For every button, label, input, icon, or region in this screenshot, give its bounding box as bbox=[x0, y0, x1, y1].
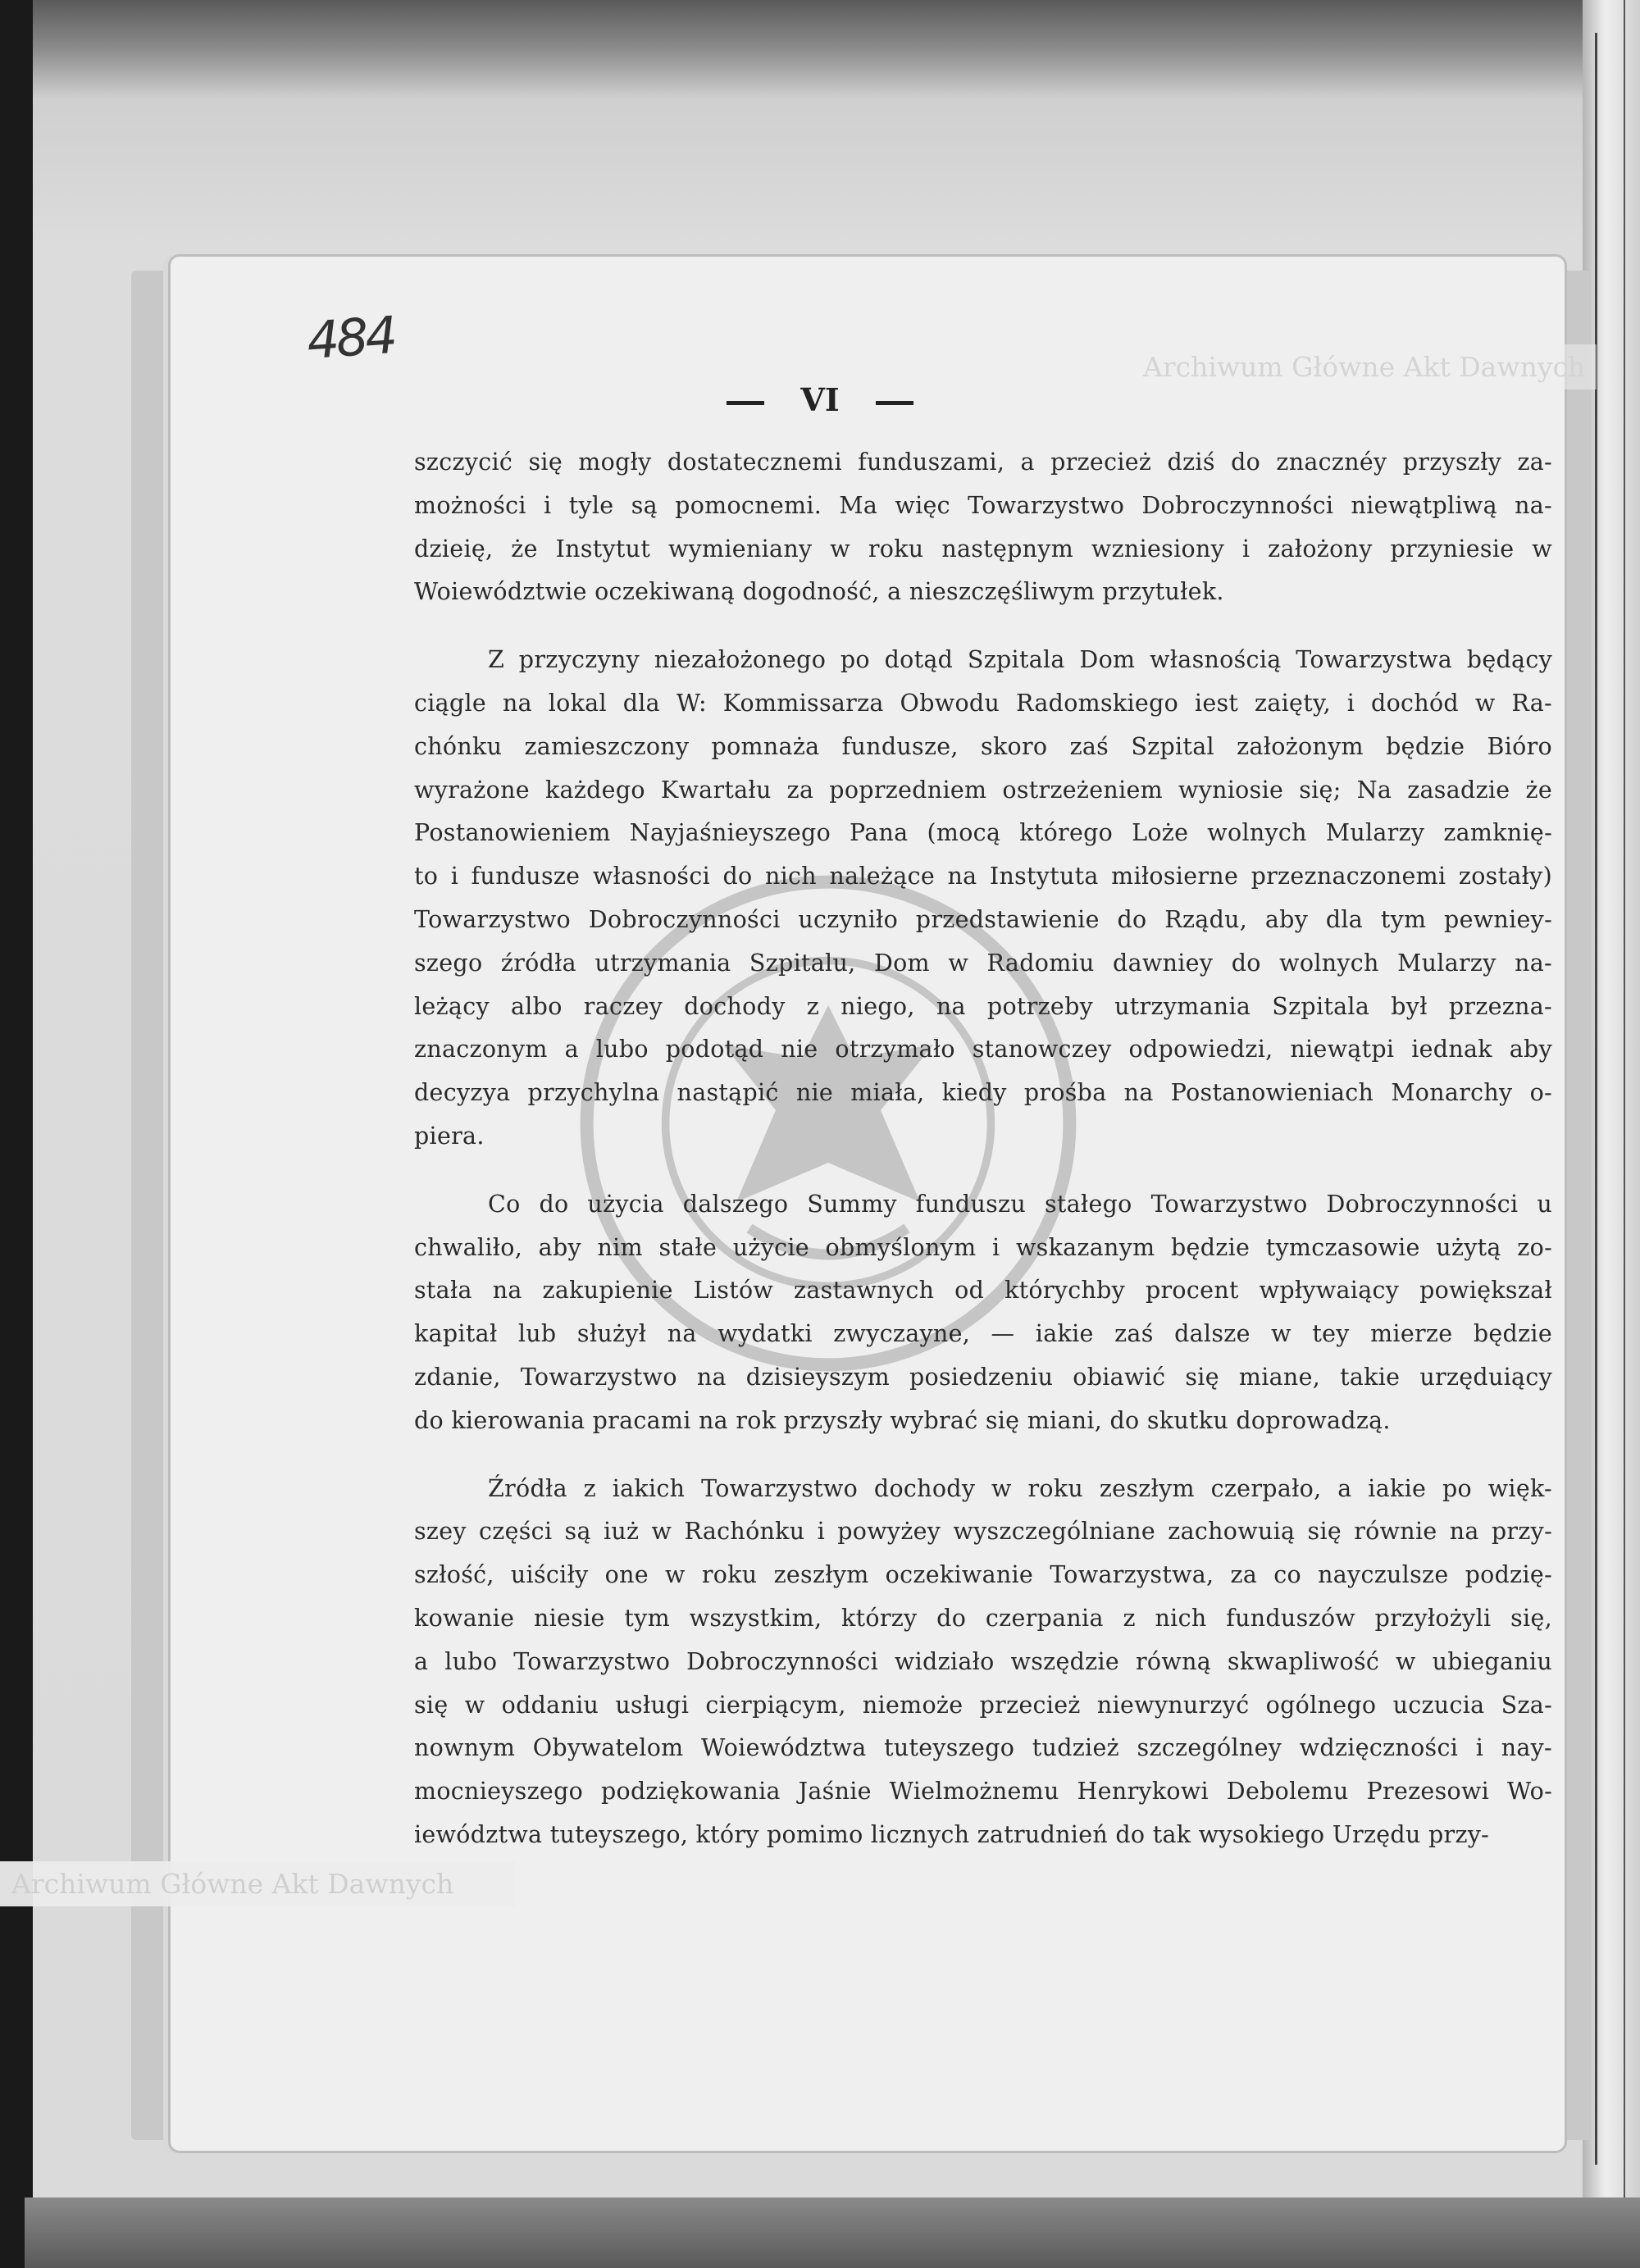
text-line: kowanie niesie tym wszystkim, którzy do czerpania z nich funduszów przyłożyli się, bbox=[414, 1604, 1552, 1632]
archive-watermark-top: Archiwum Główne Akt Dawnych bbox=[1132, 344, 1597, 389]
text-line: nownym Obywatelom Woiewództwa tuteyszego tudzież szczególney wdzięczności i nay- bbox=[414, 1734, 1552, 1762]
paragraph bbox=[414, 1468, 1552, 1857]
text-line: Co do użycia dalszego Summy funduszu stałego Towarzystwo Dobroczynności u bbox=[488, 1190, 1552, 1218]
text-line: chónku zamieszczony pomnaża fundusze, skoro zaś Szpital założonym będzie Bióro bbox=[414, 732, 1552, 760]
text-line: Źródła z iakich Towarzystwo dochody w roku zeszłym czerpało, a iakie po więk- bbox=[488, 1474, 1552, 1502]
paragraph bbox=[414, 441, 1552, 614]
text-line: chwaliło, aby nim stałe użycie obmyślonym i wskazanym będzie tymczasowie użytą zo- bbox=[414, 1233, 1552, 1261]
text-line: szczycić się mogły dostatecznemi funduszami, a przecież dziś do znacznéy przyszły za- bbox=[414, 449, 1552, 476]
text-line: zdanie, Towarzystwo na dzisieyszym posiedzeniu obiawić się miane, takie urzęduiący bbox=[414, 1363, 1552, 1391]
text-line: stała na zakupienie Listów zastawnych od którychby procent wpływaiący powiększał bbox=[414, 1277, 1552, 1305]
text-line: szego źródła utrzymania Szpitalu, Dom w Radomiu dawniey do wolnych Mularzy na- bbox=[414, 949, 1552, 977]
text-line: dzieię, że Instytut wymieniany w roku następnym wzniesiony i założony przyniesie w bbox=[414, 535, 1552, 562]
text-line: znaczonym a lubo podotąd nie otrzymało stanowczey odpowiedzi, niewątpi iednak aby bbox=[414, 1036, 1552, 1063]
text-line: leżący albo raczey dochody z niego, na potrzeby utrzymania Szpitala był przezna- bbox=[414, 992, 1552, 1020]
paragraph bbox=[414, 1183, 1552, 1443]
text-line: możności i tyle są pomocnemi. Ma więc Towarzystwo Dobroczynności niewątpliwą na- bbox=[414, 491, 1552, 519]
header-dash-left bbox=[727, 401, 764, 405]
text-line: do kierowania pracami na rok przyszły wybrać się miani, do skutku doprowadzą. bbox=[414, 1406, 1391, 1434]
paragraph bbox=[414, 639, 1552, 1159]
text-line: a lubo Towarzystwo Dobroczynności widziało wszędzie równą skwapliwość w ubieganiu bbox=[414, 1647, 1552, 1675]
page-number: VI bbox=[800, 381, 840, 418]
bottom-shadow bbox=[25, 2197, 1640, 2268]
handwritten-folio-number: 484 bbox=[305, 304, 397, 371]
binding-spine bbox=[1583, 0, 1640, 2268]
text-line: szłość, uiściły one w roku zeszłym oczekiwanie Towarzystwa, za co nayczulsze podzię- bbox=[414, 1561, 1552, 1589]
text-line: ciągle na lokal dla W: Kommissarza Obwodu Radomskiego iest zaięty, i dochód w Ra- bbox=[414, 689, 1552, 717]
body-text bbox=[414, 441, 1552, 1857]
paragraph-gap bbox=[414, 1443, 1552, 1468]
text-line: szey części są iuż w Rachónku i powyżey wyszczególniane zachowuią się równie na przy- bbox=[414, 1518, 1552, 1546]
paragraph-gap bbox=[414, 614, 1552, 639]
text-line: Postanowieniem Nayjaśnieyszego Pana (mocą którego Loże wolnych Mularzy zamknię- bbox=[414, 819, 1552, 847]
spine-edge-line bbox=[1624, 0, 1625, 2268]
paragraph-gap bbox=[414, 1159, 1552, 1183]
page-header bbox=[0, 381, 1640, 418]
text-line: wyrażone każdego Kwartału za poprzedniem ostrzeżeniem wyniosie się; Na zasadzie że bbox=[414, 776, 1552, 804]
text-line: się w oddaniu usługi cierpiącym, niemoże przecież niewynurzyć ogólnego uczucia Sza- bbox=[414, 1691, 1552, 1719]
text-line: decyzya przychylna nastąpić nie miała, kiedy prośba na Postanowieniach Monarchy o- bbox=[414, 1079, 1552, 1107]
text-line: Z przyczyny niezałożonego po dotąd Szpitala Dom własnością Towarzystwa będący bbox=[488, 646, 1552, 674]
left-shadow bbox=[0, 0, 33, 2268]
text-line: to i fundusze własności do nich należące na Instytuta miłosierne przeznaczonemi zostały) bbox=[414, 863, 1552, 890]
text-line: kapitał lub służył na wydatki zwyczayne, — iakie zaś dalsze w tey mierze będzie bbox=[414, 1320, 1552, 1348]
text-line: piera. bbox=[414, 1122, 485, 1150]
archive-watermark-bottom: Archiwum Główne Akt Dawnych bbox=[0, 1861, 515, 1906]
text-line: Towarzystwo Dobroczynności uczyniło przedstawienie do Rządu, aby dla tym pewniey- bbox=[414, 905, 1552, 933]
text-line: iewództwa tuteyszego, który pomimo licznych zatrudnień do tak wysokiego Urzędu przy- bbox=[414, 1820, 1490, 1848]
text-line: mocnieyszego podziękowania Jaśnie Wielmożnemu Henrykowi Debolemu Prezesowi Wo- bbox=[414, 1778, 1552, 1806]
header-dash-right bbox=[876, 401, 913, 405]
text-line: Woiewództwie oczekiwaną dogodność, a nieszczęśliwym przytułek. bbox=[414, 578, 1224, 606]
